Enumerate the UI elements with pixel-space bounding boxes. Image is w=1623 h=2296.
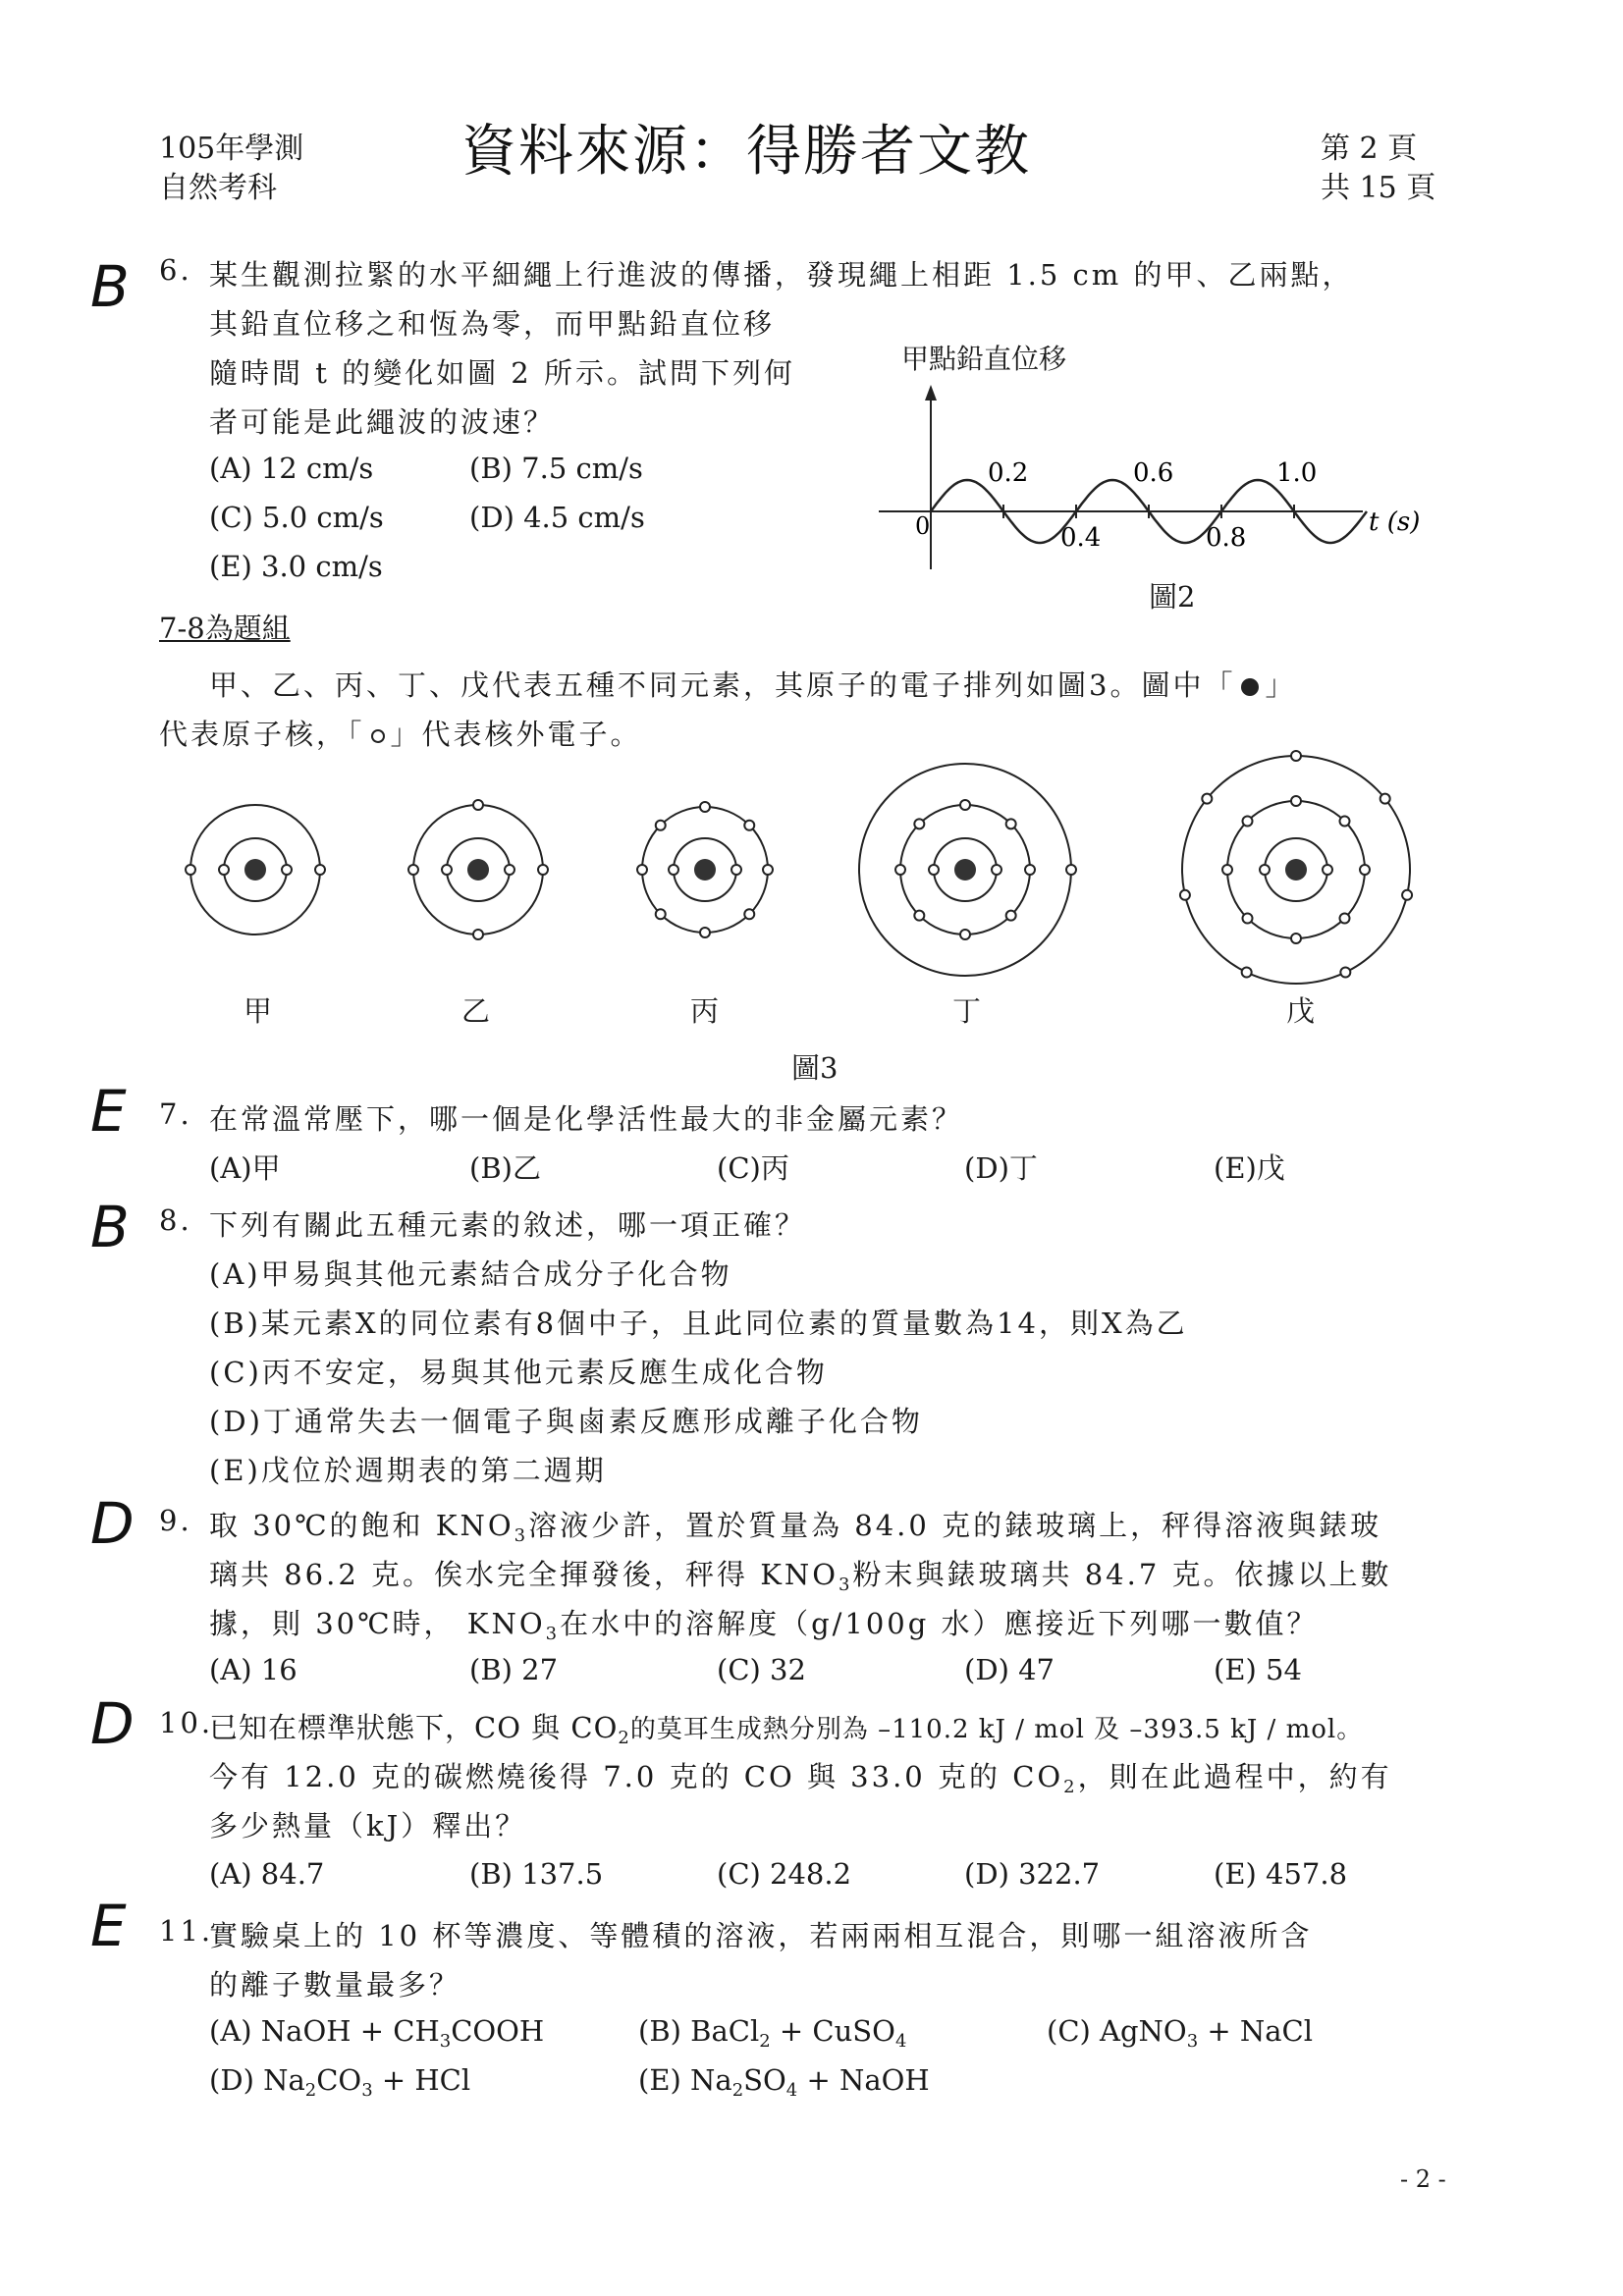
atom-label-wu: 戊 bbox=[1286, 994, 1316, 1028]
q10-option-e: (E) 457.8 bbox=[1214, 1857, 1348, 1891]
electron bbox=[186, 865, 195, 875]
electron bbox=[637, 865, 647, 875]
electron bbox=[1291, 796, 1301, 806]
electron bbox=[473, 930, 483, 939]
electron bbox=[1340, 968, 1350, 978]
q9-line1-sub: 3 bbox=[514, 1525, 529, 1546]
figure-3-caption: 圖3 bbox=[791, 1051, 839, 1085]
q7-option-d: (D)丁 bbox=[964, 1151, 1038, 1185]
electron bbox=[960, 930, 970, 939]
electron bbox=[1066, 865, 1076, 875]
group-intro-text1: 甲、乙、丙、丁、戊代表五種不同元素，其原子的電子排列如圖3。圖中「 bbox=[209, 668, 1236, 702]
q9-line3 bbox=[209, 1602, 1319, 1644]
q11-d-sub2: 3 bbox=[361, 2080, 373, 2101]
q11-option-a bbox=[209, 2014, 544, 2052]
q11-a-pre: (A) NaOH + CH bbox=[209, 2014, 440, 2048]
atom-label-jia: 甲 bbox=[243, 994, 273, 1028]
q11-d-mid: CO bbox=[316, 2063, 362, 2097]
q10-option-a: (A) 84.7 bbox=[209, 1857, 325, 1891]
electron bbox=[1291, 751, 1301, 761]
exam-subject: 自然考科 bbox=[159, 171, 277, 205]
q9-option-d: (D) 47 bbox=[964, 1653, 1055, 1686]
electron bbox=[1402, 890, 1412, 900]
electron-symbol bbox=[371, 729, 385, 743]
exam-title: 105年學測 bbox=[159, 132, 304, 166]
q11-option-c bbox=[1047, 2014, 1313, 2052]
q6-option-e: (E) 3.0 cm/s bbox=[209, 550, 383, 583]
q11-option-e bbox=[638, 2063, 930, 2101]
electron bbox=[656, 821, 666, 830]
q10-option-c: (C) 248.2 bbox=[717, 1857, 852, 1891]
q6-text-line2: 其鉛直位移之和恆為零，而甲點鉛直位移 bbox=[209, 307, 776, 341]
atom-3 bbox=[637, 802, 773, 937]
q11-b-mid: + CuSO bbox=[770, 2014, 895, 2048]
q9-option-c: (C) 32 bbox=[717, 1653, 806, 1686]
group-intro-text2-end: 」代表核外電子。 bbox=[390, 718, 642, 751]
figure-2-graph bbox=[864, 383, 1421, 579]
electron bbox=[1360, 865, 1370, 875]
q9-line2 bbox=[209, 1553, 1392, 1595]
group-intro-text2: 代表原子核，「 bbox=[159, 718, 365, 751]
q11-d-post: + HCl bbox=[372, 2063, 471, 2097]
q10-option-d: (D) 322.7 bbox=[964, 1857, 1101, 1891]
tick-label-0.8: 0.8 bbox=[1206, 523, 1247, 553]
q11-d-pre: (D) Na bbox=[209, 2063, 305, 2097]
q10-line1-b: 的莫耳生成熱分別為 –110.2 kJ / mol 及 –393.5 kJ / mol。 bbox=[629, 1715, 1364, 1744]
electron bbox=[700, 928, 710, 937]
q9-number: 9. bbox=[159, 1504, 192, 1537]
figure-2-caption: 圖2 bbox=[1149, 580, 1196, 614]
q9-line2-a: 璃共 86.2 克。俟水完全揮發後，秤得 KNO bbox=[209, 1558, 839, 1591]
q11-option-d bbox=[209, 2063, 470, 2101]
q11-a-sub: 3 bbox=[439, 2031, 452, 2052]
electron bbox=[1339, 913, 1349, 923]
group-title: 7-8為題組 bbox=[159, 612, 291, 645]
electron bbox=[1323, 865, 1332, 875]
group-intro-line1 bbox=[209, 664, 1296, 704]
answer-q10: D bbox=[90, 1690, 135, 1757]
q10-line2 bbox=[209, 1755, 1392, 1797]
q10-line1 bbox=[209, 1706, 1363, 1748]
q11-line2: 的離子數量最多？ bbox=[209, 1968, 461, 2002]
page-number: - 2 - bbox=[1400, 2165, 1446, 2193]
electron bbox=[744, 821, 754, 830]
q10-line1-a: 已知在標準狀態下，CO 與 CO bbox=[209, 1711, 619, 1744]
tick-label-0.4: 0.4 bbox=[1060, 523, 1102, 553]
answer-q8: B bbox=[90, 1194, 130, 1260]
nucleus bbox=[954, 859, 976, 881]
answer-q9: D bbox=[90, 1490, 135, 1557]
atom-4 bbox=[859, 764, 1076, 976]
q9-line2-sub: 3 bbox=[839, 1575, 853, 1595]
q6-text-line1: 某生觀測拉緊的水平細繩上行進波的傳播，發現繩上相距 1.5 cm 的甲、乙兩點， bbox=[209, 258, 1354, 292]
q7-number: 7. bbox=[159, 1097, 192, 1131]
electron bbox=[700, 802, 710, 812]
electron bbox=[219, 865, 229, 875]
q9-line3-b: 在水中的溶解度（g/100g 水）應接近下列哪一數值？ bbox=[560, 1607, 1319, 1640]
q8-option-e: (E)戊位於週期表的第二週期 bbox=[209, 1454, 607, 1487]
electron bbox=[442, 865, 452, 875]
q11-e-sub1: 2 bbox=[731, 2080, 744, 2101]
q11-b-pre: (B) BaCl bbox=[638, 2014, 760, 2048]
q8-text: 下列有關此五種元素的敘述，哪一項正確？ bbox=[209, 1208, 807, 1242]
q7-text: 在常溫常壓下，哪一個是化學活性最大的非金屬元素？ bbox=[209, 1102, 964, 1136]
electron bbox=[538, 865, 548, 875]
q11-a-post: COOH bbox=[451, 2014, 545, 2048]
electron bbox=[1006, 911, 1016, 921]
q7-option-e: (E)戊 bbox=[1214, 1151, 1285, 1185]
page-total: 共 15 頁 bbox=[1321, 171, 1436, 205]
q9-line1 bbox=[209, 1504, 1381, 1546]
atom-label-yi: 乙 bbox=[461, 994, 491, 1028]
q6-option-c: (C) 5.0 cm/s bbox=[209, 501, 384, 534]
nucleus bbox=[694, 859, 716, 881]
q10-line2-b: ，則在此過程中，約有 bbox=[1077, 1760, 1392, 1793]
q8-option-a: (A)甲易與其他元素結合成分子化合物 bbox=[209, 1257, 732, 1291]
electron bbox=[914, 911, 924, 921]
q9-line3-a: 據，則 30℃時， KNO bbox=[209, 1607, 546, 1640]
group-intro-text1-end: 」 bbox=[1265, 668, 1297, 702]
answer-q11: E bbox=[90, 1893, 127, 1959]
electron bbox=[1180, 890, 1190, 900]
q8-option-b: (B)某元素X的同位素有8個中子，且此同位素的質量數為14，則X為乙 bbox=[209, 1307, 1188, 1340]
graph-y-label: 甲點鉛直位移 bbox=[901, 343, 1067, 375]
q11-line1: 實驗桌上的 10 杯等濃度、等體積的溶液，若兩兩相互混合，則哪一組溶液所含 bbox=[209, 1919, 1313, 1952]
nucleus bbox=[1285, 859, 1307, 881]
group-intro-line2 bbox=[159, 713, 642, 753]
electron bbox=[473, 800, 483, 810]
graph-y-arrow bbox=[925, 385, 937, 400]
q6-option-a: (A) 12 cm/s bbox=[209, 452, 374, 485]
electron bbox=[669, 865, 678, 875]
electron bbox=[1006, 819, 1016, 828]
atom-label-ding: 丁 bbox=[952, 994, 982, 1028]
q6-number: 6. bbox=[159, 253, 192, 287]
q11-b-sub1: 2 bbox=[759, 2031, 771, 2052]
nucleus-symbol bbox=[1241, 678, 1259, 696]
q11-b-sub2: 4 bbox=[894, 2031, 907, 2052]
q9-option-a: (A) 16 bbox=[209, 1653, 298, 1686]
q10-line1-sub: 2 bbox=[618, 1728, 630, 1748]
q8-number: 8. bbox=[159, 1203, 192, 1237]
answer-q6: B bbox=[90, 253, 130, 320]
electron bbox=[992, 865, 1001, 875]
electron bbox=[914, 819, 924, 828]
q6-text-line4: 者可能是此繩波的波速？ bbox=[209, 405, 556, 439]
q10-line2-sub: 2 bbox=[1063, 1777, 1078, 1797]
atom-5 bbox=[1180, 751, 1412, 984]
q9-line1-a: 取 30℃的飽和 KNO bbox=[209, 1509, 514, 1542]
tick-label-1.0: 1.0 bbox=[1276, 458, 1318, 488]
electron bbox=[1202, 794, 1212, 804]
atom-1 bbox=[186, 805, 325, 934]
electron bbox=[282, 865, 292, 875]
q11-c-pre: (C) AgNO bbox=[1047, 2014, 1187, 2048]
electron bbox=[744, 909, 754, 919]
electron bbox=[1243, 817, 1253, 827]
q9-line2-b: 粉末與錶玻璃共 84.7 克。依據以上數 bbox=[852, 1558, 1392, 1591]
electron bbox=[315, 865, 325, 875]
nucleus bbox=[244, 859, 266, 881]
q7-option-a: (A)甲 bbox=[209, 1151, 281, 1185]
q11-c-post: + NaCl bbox=[1198, 2014, 1314, 2048]
q9-line1-b: 溶液少許，置於質量為 84.0 克的錶玻璃上，秤得溶液與錶玻 bbox=[528, 1509, 1382, 1542]
graph-x-label: t (s) bbox=[1369, 507, 1421, 537]
q6-option-b: (B) 7.5 cm/s bbox=[469, 452, 643, 485]
electron bbox=[1242, 968, 1252, 978]
q7-option-c: (C)丙 bbox=[717, 1151, 789, 1185]
q9-line3-sub: 3 bbox=[545, 1624, 561, 1644]
nucleus bbox=[467, 859, 489, 881]
tick-label-0.2: 0.2 bbox=[988, 458, 1029, 488]
q11-number: 11. bbox=[159, 1914, 214, 1948]
electron bbox=[1339, 817, 1349, 827]
atom-2 bbox=[408, 800, 548, 939]
q10-line3: 多少熱量（kJ）釋出？ bbox=[209, 1809, 527, 1842]
q11-d-sub1: 2 bbox=[304, 2080, 317, 2101]
q10-option-b: (B) 137.5 bbox=[469, 1857, 604, 1891]
electron bbox=[1025, 865, 1035, 875]
q9-option-e: (E) 54 bbox=[1214, 1653, 1302, 1686]
q11-e-pre: (E) Na bbox=[638, 2063, 732, 2097]
electron bbox=[1222, 865, 1232, 875]
electron bbox=[1291, 934, 1301, 943]
electron bbox=[1260, 865, 1270, 875]
q7-option-b: (B)乙 bbox=[469, 1151, 541, 1185]
electron bbox=[1243, 913, 1253, 923]
q10-line2-a: 今有 12.0 克的碳燃燒後得 7.0 克的 CO 與 33.0 克的 CO bbox=[209, 1760, 1064, 1793]
q6-text-line3: 隨時間 t 的變化如圖 2 所示。試問下列何 bbox=[209, 356, 795, 390]
q6-option-d: (D) 4.5 cm/s bbox=[469, 501, 645, 534]
page-of: 第 2 頁 bbox=[1321, 132, 1418, 166]
graph-origin-label: 0 bbox=[915, 512, 931, 540]
electron bbox=[731, 865, 741, 875]
electron bbox=[505, 865, 514, 875]
electron bbox=[960, 800, 970, 810]
q11-c-sub: 3 bbox=[1186, 2031, 1199, 2052]
electron bbox=[895, 865, 905, 875]
atom-label-bing: 丙 bbox=[690, 994, 720, 1028]
electron bbox=[408, 865, 418, 875]
source-note-handwritten: 資料來源：得勝者文教 bbox=[461, 120, 1031, 184]
q11-e-mid: SO bbox=[743, 2063, 786, 2097]
q11-option-b bbox=[638, 2014, 906, 2052]
q11-e-sub2: 4 bbox=[785, 2080, 798, 2101]
electron bbox=[656, 909, 666, 919]
electron bbox=[1380, 794, 1390, 804]
answer-q7: E bbox=[90, 1078, 127, 1145]
electron bbox=[763, 865, 773, 875]
electron bbox=[929, 865, 939, 875]
q8-option-c: (C)丙不安定，易與其他元素反應生成化合物 bbox=[209, 1356, 828, 1389]
q10-number: 10. bbox=[159, 1706, 214, 1739]
tick-label-0.6: 0.6 bbox=[1133, 458, 1174, 488]
q9-option-b: (B) 27 bbox=[469, 1653, 559, 1686]
q11-e-post: + NaOH bbox=[797, 2063, 930, 2097]
q8-option-d: (D)丁通常失去一個電子與鹵素反應形成離子化合物 bbox=[209, 1405, 923, 1438]
